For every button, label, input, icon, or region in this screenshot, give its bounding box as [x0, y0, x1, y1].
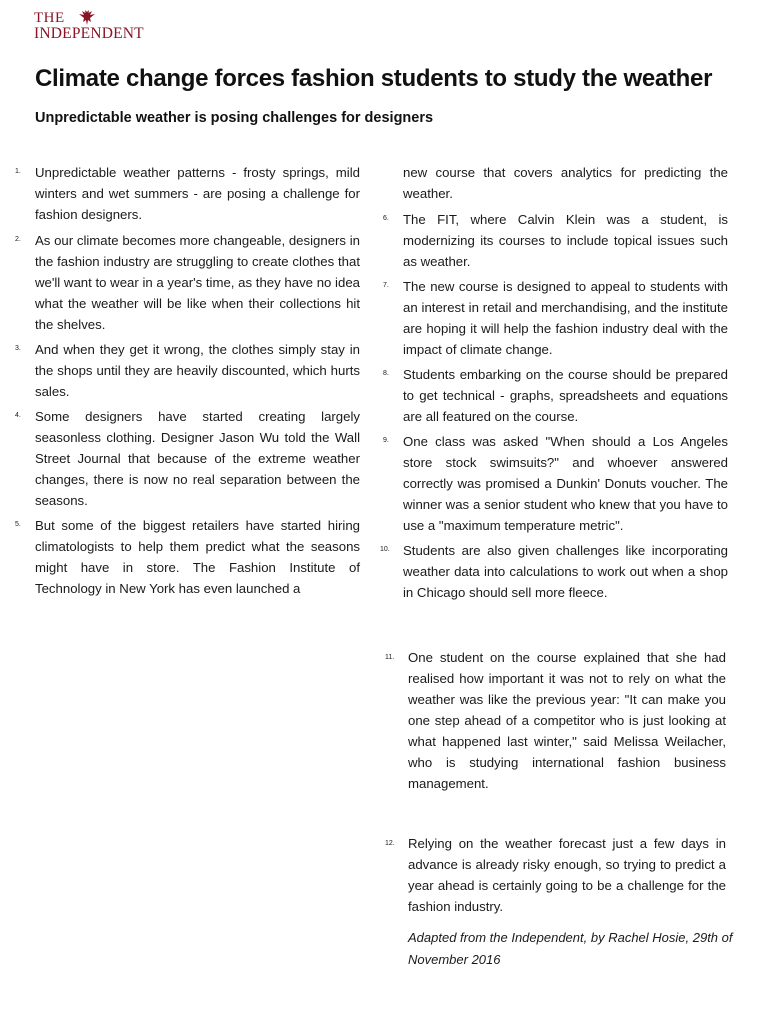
paragraph: As our climate becomes more changeable, designers in the fashion industry are struggling to create clothes that we'll want to wear in a year's time, as they have no idea what the weather will be like when their collections hit the shelves.	[35, 233, 360, 332]
paragraph: But some of the biggest retailers have started hiring climatologists to help them predict what the seasons might have in store. The Fashion Institute of Technology in New York has even launched a	[35, 518, 360, 596]
paragraph: Students are also given challenges like incorporating weather data into calculations to work out when a shop in Chicago should sell more fleece.	[403, 543, 728, 600]
paragraph: Unpredictable weather patterns - frosty springs, mild winters and wet summers - are posing a challenge for fashion designers.	[35, 165, 360, 222]
paragraph: The FIT, where Calvin Klein was a student, is modernizing its courses to include topical issues such as weather.	[403, 212, 728, 269]
paragraph-number: 9.	[383, 437, 389, 444]
paragraph-number: 4.	[15, 412, 21, 419]
paragraph: One class was asked "When should a Los Angeles store stock swimsuits?" and whoever answered correctly was promised a Dunkin' Donuts voucher. The winner was a senior student who knew that you have to use a "maximum temperature metric".	[403, 434, 728, 533]
masthead-logo	[34, 10, 184, 46]
eagle-icon	[78, 10, 96, 26]
paragraph-number: 10.	[380, 546, 390, 553]
paragraph-continuation: new course that covers analytics for predicting the weather.	[403, 165, 728, 201]
paragraph-number: 3.	[15, 345, 21, 352]
source-credit: Adapted from the Independent, by Rachel Hosie, 29th of November 2016	[408, 930, 733, 967]
paragraph: And when they get it wrong, the clothes simply stay in the shops until they are heavily discounted, which hurts sales.	[35, 342, 360, 399]
paragraph-number: 1.	[15, 168, 21, 175]
paragraph: Students embarking on the course should be prepared to get technical - graphs, spreadsheets and equations are all featured on the course.	[403, 367, 728, 424]
masthead-line2: INDEPENDENT	[34, 25, 144, 42]
paragraph-number: 5.	[15, 521, 21, 528]
paragraph-number: 11.	[385, 654, 395, 661]
paragraph-number: 6.	[383, 215, 389, 222]
subheadline: Unpredictable weather is posing challenges for designers	[35, 110, 434, 126]
paragraph: Some designers have started creating largely seasonless clothing. Designer Jason Wu told the Wall Street Journal that because of the extreme weather changes, there is now no real separation between the seasons.	[35, 409, 360, 508]
paragraph: Relying on the weather forecast just a few days in advance is already risky enough, so trying to predict a year ahead is certainly going to be a challenge for the fashion industry.	[408, 836, 726, 914]
paragraph-number: 2.	[15, 236, 21, 243]
paragraph-number: 7.	[383, 282, 389, 289]
headline: Climate change forces fashion students to study the weather	[35, 65, 713, 92]
masthead-line1: THE	[34, 10, 65, 26]
paragraph-number: 12.	[385, 840, 395, 847]
paragraph: The new course is designed to appeal to students with an interest in retail and merchandising, and the institute are hoping it will help the fashion industry deal with the impact of climate change.	[403, 279, 728, 357]
paragraph: One student on the course explained that she had realised how important it was not to rely on what the weather was like the previous year: "It can make you one step ahead of a competitor who is just looking at what happened last winter," said Melissa Weilacher, who is studying international fashion business management.	[408, 650, 726, 791]
paragraph-number: 8.	[383, 370, 389, 377]
